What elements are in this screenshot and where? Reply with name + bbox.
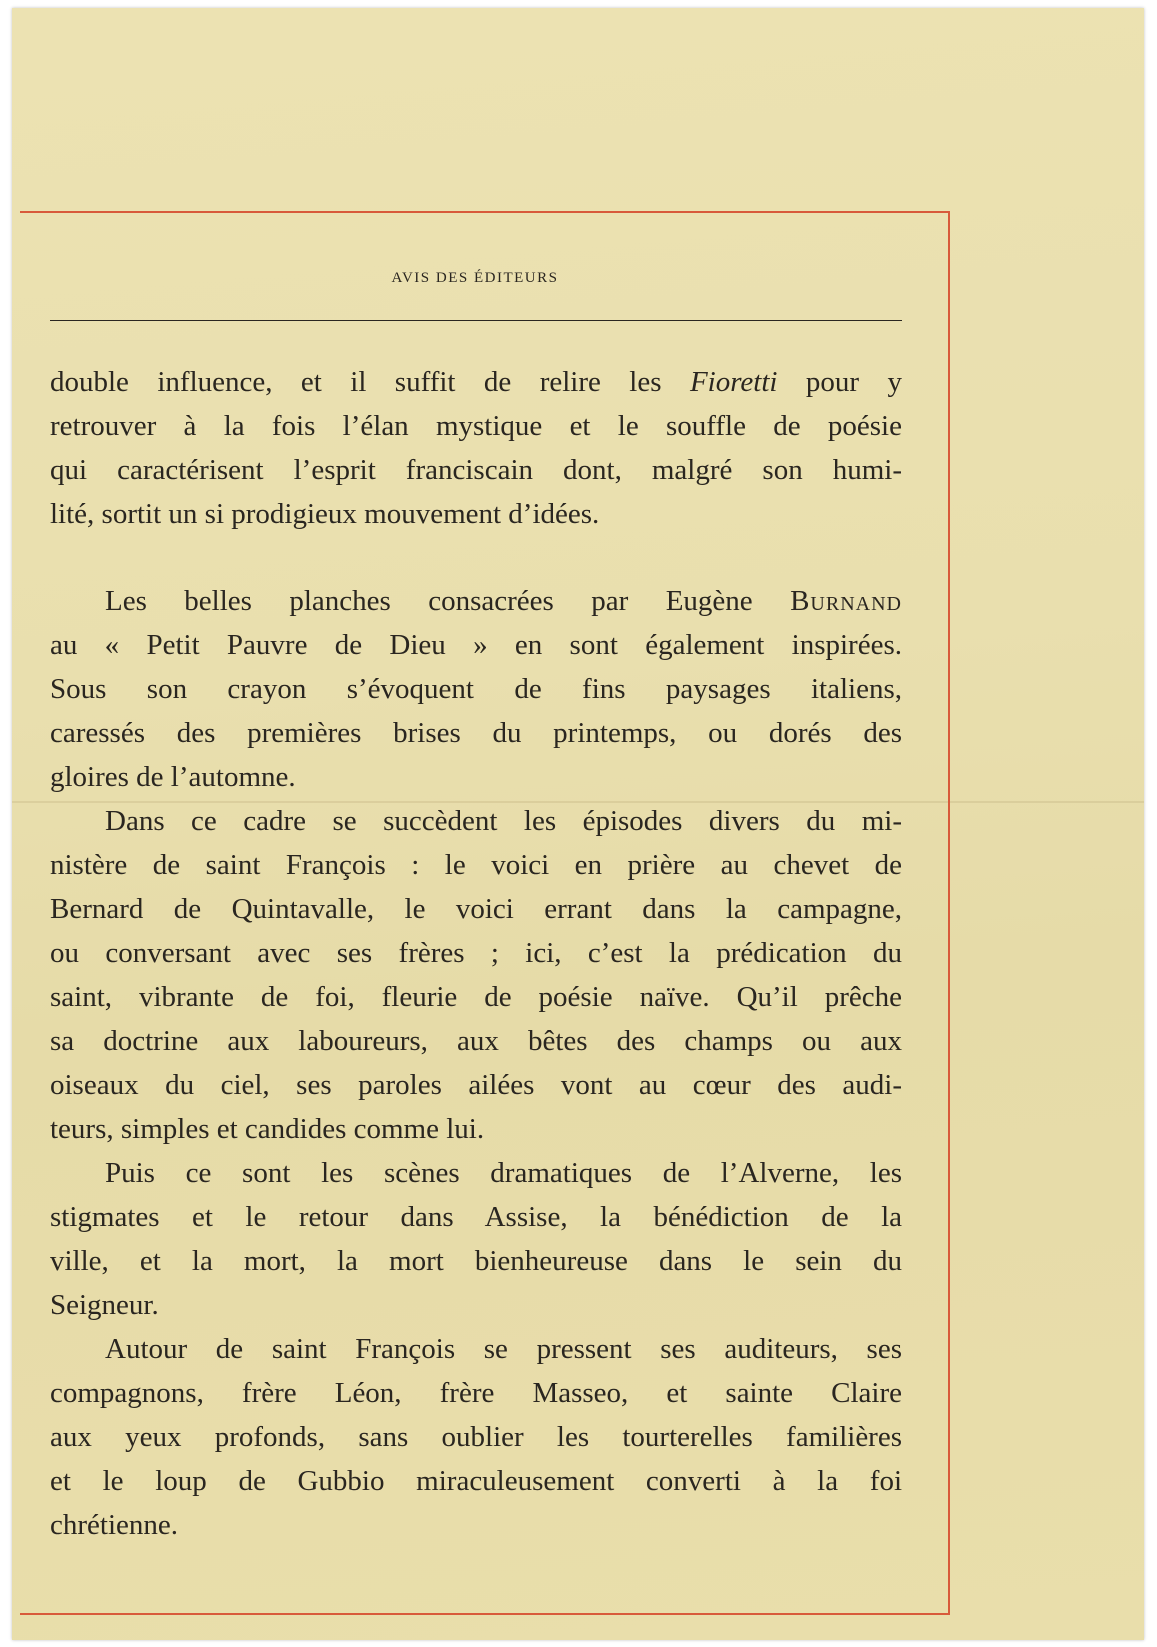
text-line: compagnons, frère Léon, frère Masseo, et sainte Claire: [50, 1377, 902, 1409]
text-line: Puis ce sont les scènes dramatiques de l’Alverne, les: [105, 1157, 902, 1189]
text-line: lité, sortit un si prodigieux mouvement d’idées.: [50, 498, 600, 530]
book-title: Fioretti: [689, 366, 778, 398]
text-line: double influence, et il suffit de relire les Fioretti pour y: [50, 366, 902, 398]
text-line: au « Petit Pauvre de Dieu » en sont également inspirées.: [50, 629, 902, 661]
text-line: ville, et la mort, la mort bienheureuse dans le sein du: [50, 1245, 902, 1277]
text-line: caressés des premières brises du printemps, ou dorés des: [50, 717, 902, 749]
text-line: Autour de saint François se pressent ses auditeurs, ses: [105, 1333, 902, 1365]
text-line: ou conversant avec ses frères ; ici, c’est la prédication du: [50, 937, 902, 969]
body-text: [50, 360, 902, 1547]
author-name: Burnand: [790, 585, 902, 617]
text-line: nistère de saint François : le voici en prière au chevet de: [50, 849, 902, 881]
text-line: sa doctrine aux laboureurs, aux bêtes des champs ou aux: [50, 1025, 902, 1057]
text-line: Les belles planches consacrées par Eugène Burnand: [105, 585, 902, 617]
text-line: oiseaux du ciel, ses paroles ailées vont au cœur des audi-: [50, 1069, 902, 1101]
text-line: chrétienne.: [50, 1509, 179, 1541]
text-line: Seigneur.: [50, 1289, 159, 1321]
running-head: AVIS DES ÉDITEURS: [391, 270, 559, 286]
text-line: aux yeux profonds, sans oublier les tourterelles familières: [50, 1421, 902, 1453]
header-rule: [50, 320, 902, 321]
text-line: Sous son crayon s’évoquent de fins paysages italiens,: [50, 673, 902, 705]
text-line: et le loup de Gubbio miraculeusement converti à la foi: [50, 1465, 902, 1497]
text-line: teurs, simples et candides comme lui.: [50, 1113, 485, 1145]
paragraph-gap: [50, 536, 902, 579]
text-line: stigmates et le retour dans Assise, la bénédiction de la: [50, 1201, 902, 1233]
text-line: saint, vibrante de foi, fleurie de poésie naïve. Qu’il prêche: [50, 981, 902, 1013]
text-line: gloires de l’automne.: [50, 761, 296, 793]
text-line: Bernard de Quintavalle, le voici errant dans la campagne,: [50, 893, 902, 925]
text-line: qui caractérisent l’esprit franciscain dont, malgré son humi-: [50, 454, 902, 486]
text-line: retrouver à la fois l’élan mystique et le souffle de poésie: [50, 410, 902, 442]
text-line: Dans ce cadre se succèdent les épisodes divers du mi-: [105, 805, 902, 837]
